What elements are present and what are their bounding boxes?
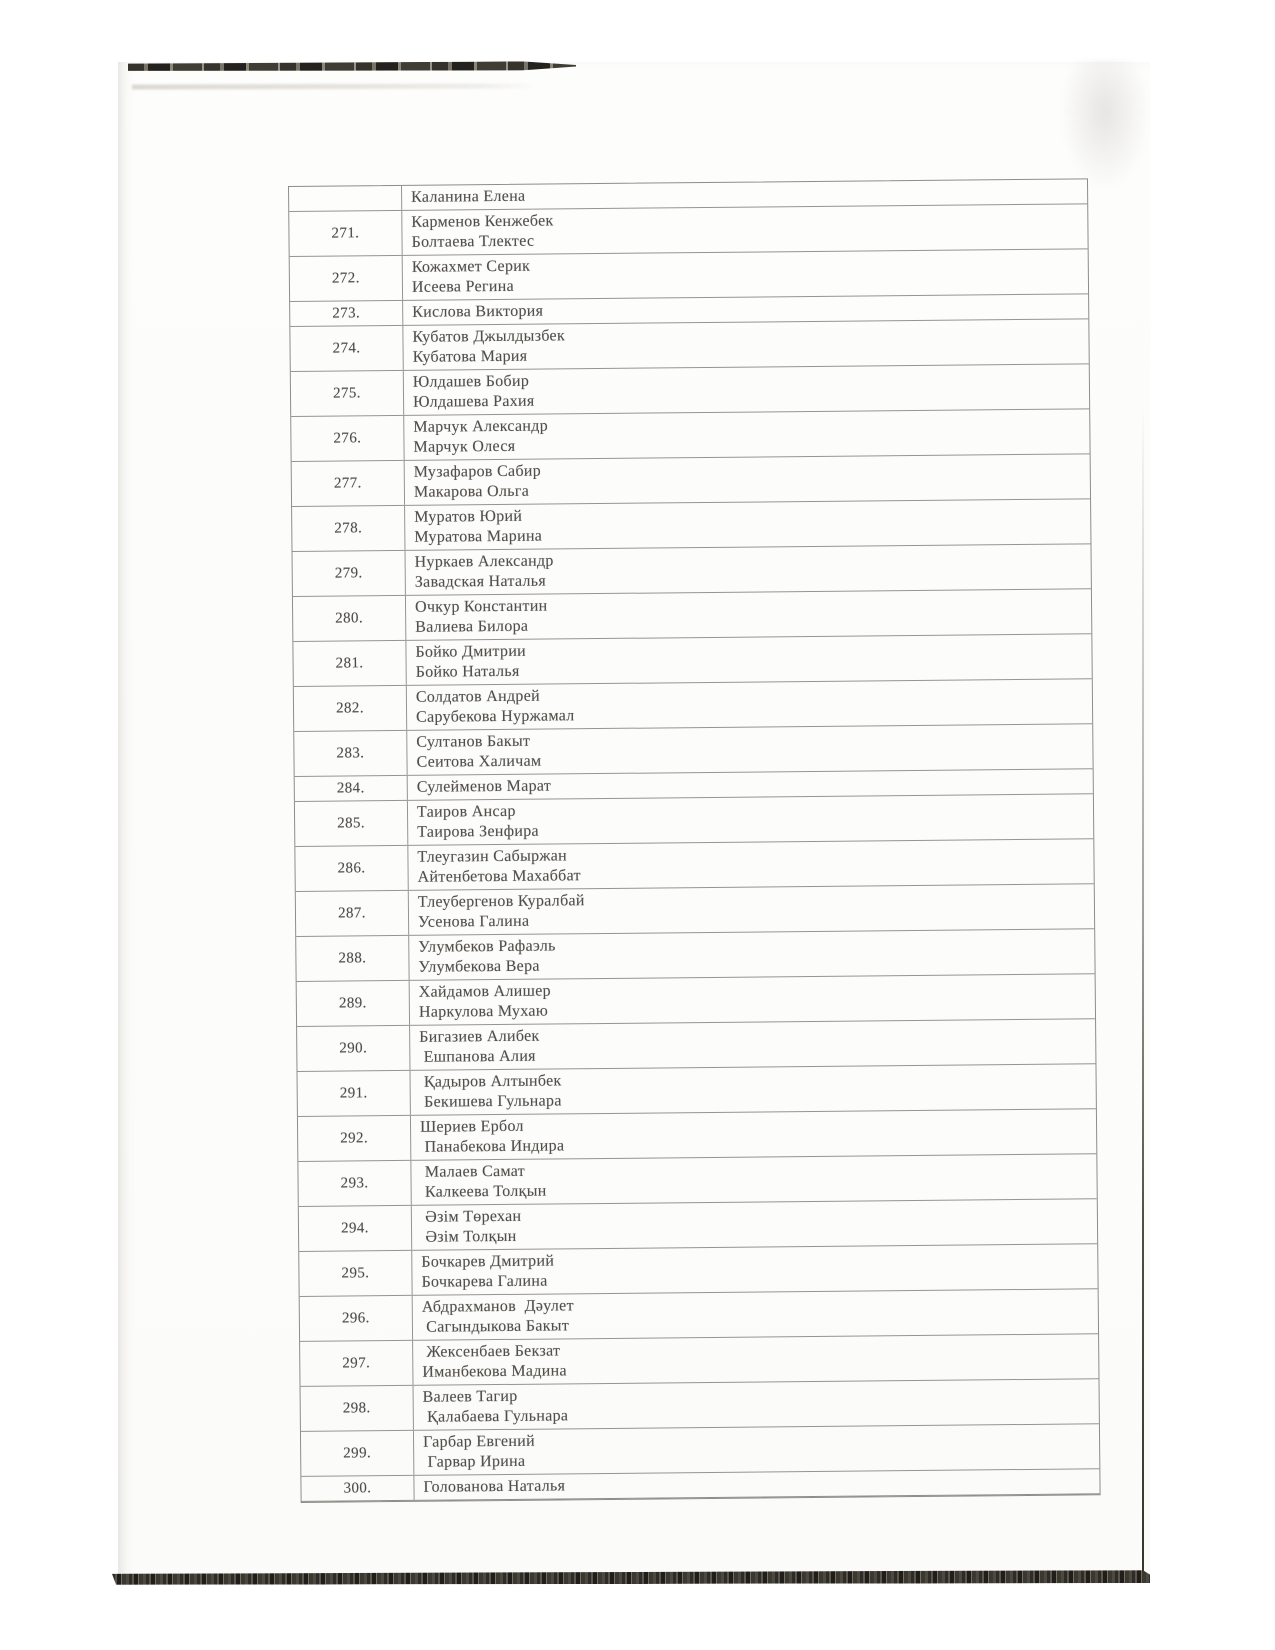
person-name: Марчук Александр bbox=[413, 417, 549, 436]
table-row bbox=[299, 1244, 1097, 1297]
row-names-cell bbox=[409, 1064, 1095, 1115]
row-number-cell: 275. bbox=[332, 384, 361, 402]
person-name: Усенова Галина bbox=[417, 912, 530, 931]
table-row bbox=[296, 929, 1094, 982]
row-number-cell: 286. bbox=[337, 859, 366, 877]
table-row bbox=[291, 364, 1089, 417]
row-number-cell: 282. bbox=[335, 699, 365, 717]
person-name: Очкур Константин bbox=[414, 597, 548, 616]
page-right-edge-shadow bbox=[1142, 400, 1144, 1576]
row-names-cell bbox=[412, 1289, 1098, 1340]
person-name: Наркулова Мухаю bbox=[418, 1002, 549, 1021]
person-name: Гарвар Ирина bbox=[423, 1452, 526, 1471]
person-name: Кубатов Джылдызбек bbox=[412, 327, 566, 346]
row-names-cell bbox=[403, 364, 1089, 415]
row-names-cell bbox=[401, 204, 1087, 255]
table-row bbox=[301, 1379, 1099, 1432]
row-names-cell bbox=[402, 319, 1088, 370]
row-number-cell: 280. bbox=[335, 609, 364, 627]
person-name: Тлеубергенов Куралбай bbox=[417, 892, 585, 911]
scan-artifact-top-shadow bbox=[132, 83, 537, 89]
row-number-cell: 272. bbox=[331, 269, 360, 287]
row-number-cell: 273. bbox=[332, 304, 361, 322]
person-name: Болтаева Тлектес bbox=[411, 232, 535, 251]
row-number-cell: 278. bbox=[334, 519, 363, 537]
row-number-cell: 300. bbox=[343, 1479, 372, 1497]
row-number-cell: 274. bbox=[332, 339, 361, 357]
row-number-cell: 285. bbox=[337, 814, 366, 832]
row-names-cell bbox=[410, 1154, 1096, 1205]
row-number-cell: 298. bbox=[342, 1399, 371, 1417]
row-number-cell: 292. bbox=[340, 1129, 369, 1147]
person-name: Қалабаева Гульнара bbox=[422, 1407, 569, 1426]
person-name: Жексенбаев Бекзат bbox=[422, 1342, 561, 1361]
person-name: Исеева Регина bbox=[411, 277, 515, 296]
person-name: Бекишева Гульнара bbox=[419, 1092, 562, 1111]
person-name: Айтенбетова Махаббат bbox=[417, 867, 581, 886]
person-name: Таиров Ансар bbox=[416, 802, 516, 821]
person-name: Нуркаев Александр bbox=[414, 552, 554, 571]
person-name: Малаев Самат bbox=[420, 1162, 526, 1181]
row-names-cell bbox=[413, 1424, 1099, 1475]
person-name: Голованова Наталья bbox=[423, 1477, 566, 1496]
row-names-cell bbox=[404, 499, 1090, 550]
person-name: Әзім Төрехан bbox=[420, 1207, 522, 1226]
person-name: Иманбекова Мадина bbox=[422, 1362, 567, 1381]
row-number-cell: 293. bbox=[340, 1174, 369, 1192]
person-name: Сеитова Халичам bbox=[416, 752, 542, 771]
person-name: Әзім Толқын bbox=[421, 1227, 517, 1246]
row-number-cell: 296. bbox=[341, 1309, 370, 1327]
table-row bbox=[298, 1154, 1096, 1207]
row-number-cell: 276. bbox=[333, 429, 362, 447]
row-names-cell bbox=[404, 454, 1090, 505]
table-row bbox=[298, 1064, 1096, 1117]
row-names-cell bbox=[408, 929, 1094, 980]
person-name: Хайдамов Алишер bbox=[418, 982, 551, 1001]
table-row bbox=[290, 249, 1088, 302]
person-name: Карменов Кенжебек bbox=[411, 212, 554, 231]
row-number-cell: 297. bbox=[342, 1354, 371, 1372]
row-number-cell: 279. bbox=[334, 564, 363, 582]
person-name: Юлдашева Рахия bbox=[413, 392, 535, 411]
person-name: Валеев Тагир bbox=[422, 1387, 518, 1406]
table-row bbox=[289, 204, 1087, 257]
person-name: Абдрахманов Дәулет bbox=[421, 1297, 574, 1316]
row-number-cell bbox=[289, 186, 401, 211]
row-number-cell: 277. bbox=[333, 474, 362, 492]
table-row bbox=[292, 454, 1090, 507]
table-row bbox=[293, 589, 1091, 642]
table-row bbox=[300, 1334, 1098, 1387]
person-name: Музафаров Сабир bbox=[413, 462, 542, 481]
person-name: Тлеугазин Сабыржан bbox=[417, 847, 568, 866]
row-names-cell bbox=[406, 679, 1092, 730]
row-number-cell: 295. bbox=[341, 1264, 370, 1282]
row-number-cell: 283. bbox=[336, 744, 365, 762]
table-row bbox=[301, 1424, 1099, 1477]
person-name: Муратова Марина bbox=[414, 527, 543, 546]
table-row bbox=[291, 409, 1089, 462]
row-number-cell: 284. bbox=[336, 779, 365, 797]
person-name: Бигазиев Алибек bbox=[419, 1027, 540, 1046]
table-row bbox=[294, 679, 1092, 732]
person-name: Солдатов Андрей bbox=[415, 687, 541, 706]
table-row bbox=[299, 1199, 1097, 1252]
person-name: Валиева Билора bbox=[415, 617, 529, 636]
row-names-cell bbox=[409, 974, 1095, 1025]
person-name: Улумбекова Вера bbox=[418, 957, 540, 976]
row-number-cell: 288. bbox=[338, 949, 367, 967]
person-name: Таирова Зенфира bbox=[417, 822, 539, 841]
row-number-cell: 299. bbox=[343, 1444, 372, 1462]
row-names-cell bbox=[406, 724, 1092, 775]
person-name: Завадская Наталья bbox=[414, 572, 547, 591]
row-names-cell bbox=[409, 1019, 1095, 1070]
row-number-cell: 281. bbox=[335, 654, 364, 672]
person-name: Кожахмет Серик bbox=[411, 257, 531, 276]
table-row bbox=[295, 839, 1093, 892]
person-name: Калкеева Толқын bbox=[420, 1182, 547, 1201]
person-name: Ешпанова Алия bbox=[419, 1047, 536, 1066]
person-name: Қадыров Алтынбек bbox=[419, 1072, 562, 1091]
row-number-cell: 271. bbox=[331, 224, 360, 242]
row-number-cell: 294. bbox=[340, 1219, 370, 1237]
row-names-cell bbox=[412, 1334, 1098, 1385]
person-name: Бочкарев Дмитрий bbox=[421, 1252, 555, 1271]
row-names-cell bbox=[402, 249, 1088, 300]
row-names-cell bbox=[407, 794, 1093, 845]
table-row bbox=[293, 544, 1091, 597]
row-names-cell bbox=[403, 409, 1089, 460]
person-name: Бочкарева Галина bbox=[421, 1272, 548, 1291]
person-name: Макарова Ольга bbox=[413, 482, 530, 501]
row-names-cell bbox=[411, 1244, 1097, 1295]
table-row bbox=[300, 1289, 1098, 1342]
person-name: Кубатова Мария bbox=[412, 347, 528, 366]
table-row bbox=[293, 634, 1091, 687]
person-name: Марчук Олеся bbox=[413, 437, 516, 456]
person-name: Каланина Елена bbox=[411, 187, 526, 206]
scan-artifact-smudge bbox=[1060, 60, 1150, 190]
table-row bbox=[294, 724, 1092, 777]
person-name: Кислова Виктория bbox=[412, 302, 544, 321]
person-name: Бойко Дмитрии bbox=[415, 642, 527, 661]
row-names-cell bbox=[413, 1379, 1099, 1430]
table-row bbox=[298, 1109, 1096, 1162]
row-names-cell bbox=[405, 544, 1091, 595]
person-name: Юлдашев Бобир bbox=[412, 372, 530, 391]
person-name: Сагындыкова Бакыт bbox=[421, 1317, 570, 1336]
roster-table bbox=[288, 178, 1101, 1503]
person-name: Сарубекова Нуржамал bbox=[416, 707, 575, 726]
table-row bbox=[292, 499, 1090, 552]
table-row bbox=[296, 884, 1094, 937]
row-number-cell: 289. bbox=[338, 994, 367, 1012]
person-name: Султанов Бакыт bbox=[416, 732, 531, 751]
person-name: Сулейменов Марат bbox=[416, 777, 552, 796]
row-number-cell: 291. bbox=[339, 1084, 368, 1102]
person-name: Улумбеков Рафаэль bbox=[418, 937, 556, 956]
row-names-cell bbox=[405, 589, 1091, 640]
row-names-cell bbox=[411, 1199, 1097, 1250]
table-row bbox=[297, 974, 1095, 1027]
person-name: Муратов Юрий bbox=[414, 507, 523, 526]
row-names-cell bbox=[407, 839, 1093, 890]
row-number-cell: 290. bbox=[339, 1039, 368, 1057]
person-name: Шериев Ербол bbox=[419, 1117, 524, 1136]
row-number-cell: 287. bbox=[337, 904, 366, 922]
person-name: Панабекова Индира bbox=[420, 1137, 565, 1156]
row-names-cell bbox=[410, 1109, 1096, 1160]
table-row bbox=[295, 794, 1093, 847]
row-names-cell bbox=[408, 884, 1094, 935]
table-row bbox=[297, 1019, 1095, 1072]
person-name: Бойко Наталья bbox=[415, 662, 520, 681]
row-names-cell bbox=[405, 634, 1091, 685]
person-name: Гарбар Евгений bbox=[422, 1432, 536, 1451]
table-row bbox=[290, 319, 1088, 372]
